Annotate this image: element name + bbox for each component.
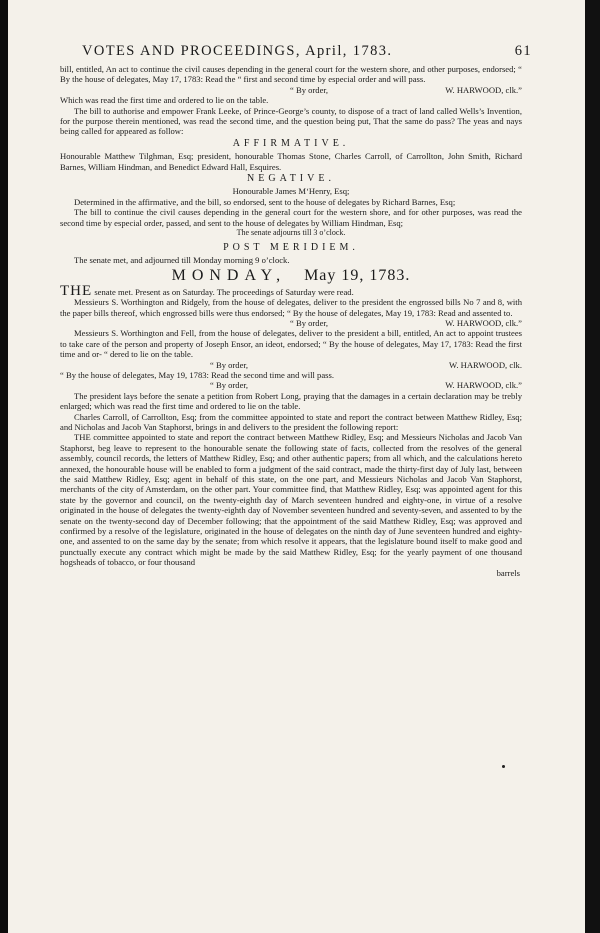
signature-order: “ By order, xyxy=(210,359,249,370)
signature-clerk: W. HARWOOD, clk.” xyxy=(445,84,522,95)
signature-line xyxy=(60,318,522,328)
signature-line xyxy=(60,360,522,370)
scan-left-edge xyxy=(0,0,8,933)
adjournment-note: The senate adjourns till 3 o’clock. xyxy=(236,228,346,238)
paragraph: Charles Carroll, of Carrollton, Esq; from the committee appointed to state and report the contract between Matthew Ridley, Esq; and Nicholas and Jacob Van Staphorst, brings in and delivers to the president the following report: xyxy=(60,411,522,432)
paragraph: Determined in the affirmative, and the bill, so endorsed, sent to the house of delegates by Richard Barnes, Esq; xyxy=(74,196,456,207)
day-date: May 19, 1783. xyxy=(304,267,411,285)
paragraph: “ By the house of delegates, May 19, 1783: Read the second time and will pass. xyxy=(60,369,334,380)
running-header xyxy=(82,43,532,59)
day-heading xyxy=(60,267,522,285)
signature-order: “ By order, xyxy=(290,317,329,328)
paragraph: The bill to authorise and empower Frank Leeke, of Prince-George’s county, to dispose of a tract of land called Wells’s Invention, for the purpose therein mentioned, was read the second time, and the question being put, That the same do pass? The yeas and nays being called for appeared as follow: xyxy=(60,105,522,137)
paragraph: Messieurs S. Worthington and Fell, from the house of delegates, deliver to the president a bill, entitled, An act to appoint trustees to take care of the person and property of Joseph Ensor, an ideot, endorsed; “ By the house of delegates, May 17, 1783: Read the first time and or- “ dered to lie on the table. xyxy=(60,328,522,360)
signature-line xyxy=(60,380,522,390)
negative-heading: NEGATIVE. xyxy=(247,173,335,185)
post-meridiem-heading: POST MERIDIEM. xyxy=(223,241,359,253)
signature-order: “ By order, xyxy=(290,84,329,95)
page-number: 61 xyxy=(514,43,532,59)
day-name: MONDAY, xyxy=(171,267,287,285)
signature-clerk: W. HARWOOD, clk. xyxy=(449,359,522,370)
affirmative-heading: AFFIRMATIVE. xyxy=(232,137,350,149)
paragraph: The senate met, and adjourned till Monday morning 9 o’clock. xyxy=(74,254,290,265)
paragraph: bill, entitled, An act to continue the civil causes depending in the general court for the western shore, and other purposes, endorsed; “ By the house of delegates, May 17, 1783: Read the “ first and second time by especial order and will pass. xyxy=(60,64,522,85)
signature-clerk: W. HARWOOD, clk.” xyxy=(445,380,522,391)
ink-mark xyxy=(502,765,505,768)
drop-initial: THE xyxy=(60,282,93,299)
affirmative-names: Honourable Matthew Tilghman, Esq; president, honourable Thomas Stone, Charles Carroll, of Carrollton, John Smith, Richard Barnes, William Hindman, and Benedict Edward Hall, Esquires. xyxy=(60,151,522,172)
paragraph: The bill to continue the civil causes depending in the general court for the western shore, and for other purposes, was read the second time by especial order, passed, and sent to the house of delegates by William Hindman, Esq; xyxy=(60,207,522,228)
document-page xyxy=(8,0,585,933)
report-paragraph: THE committee appointed to state and report the contract between Matthew Ridley, Esq; and Messieurs Nicholas and Jacob Van Staphorst, beg leave to represent to the honourable senate the following state of facts, collected from the resolves of the general assembly, council records, the letters of Matthew Ridley, Esq; and other authentic papers; from all which, and the calculations hereto annexed, the honourable house will be enabled to form a judgment of the said contract, made the thirty-first day of July last, between the said Matthew Ridley, Esq; agent in behalf of this state, on the one part, and Messieurs Nicholas and Jacob Van Staphorst, merchants of the city of Amsterdam, on the other part. Your committee find, that Matthew Ridley, Esq; was appointed agent for this state by the governor and council, on the twenty-eighth day of March seventeen hundred and eighty-one, in virtue of a resolve originated in the house of delegates the twenty-eighth day of November seventeen hundred and seventy-seven, and assented to by the senate on the twenty-second day of December following; that the appointment of the said Matthew Ridley, Esq; was approved and confirmed by a resolve of the legislature, originated in the house of delegates on the ninth day of June seventeen hundred and eighty-one, and assented to on the same day by the senate; from which resolve it appears, that the legislature bound itself to make good and punctually execute any contract which might be made by the said Matthew Ridley, Esq; for the yearly payment of one thousand hogsheads of tobacco, or four thousand xyxy=(60,432,522,568)
paragraph: Messieurs S. Worthington and Ridgely, from the house of delegates, deliver to the president the engrossed bills No 7 and 8, with the paper bills thereof, which engrossed bills were thus endorsed; “ By the house of delegates, May 19, 1783: Read and assented to. xyxy=(60,297,522,318)
paragraph xyxy=(60,282,522,299)
signature-line xyxy=(60,85,522,95)
signature-order: “ By order, xyxy=(210,380,249,391)
paragraph-text: senate met. Present as on Saturday. The proceedings of Saturday were read. xyxy=(94,286,354,297)
scan-right-edge xyxy=(585,0,600,933)
signature-clerk: W. HARWOOD, clk.” xyxy=(445,317,522,328)
catchword: barrels xyxy=(496,567,520,578)
header-title: VOTES AND PROCEEDINGS, April, 1783. xyxy=(82,43,393,59)
paragraph: The president lays before the senate a petition from Robert Long, praying that the damages in a certain declaration may be trebly enlarged; which was read the first time and ordered to lie on the table. xyxy=(60,390,522,412)
body-text xyxy=(60,64,522,578)
negative-names: Honourable James M‘Henry, Esq; xyxy=(232,186,350,197)
paragraph: Which was read the first time and ordered to lie on the table. xyxy=(60,95,269,106)
